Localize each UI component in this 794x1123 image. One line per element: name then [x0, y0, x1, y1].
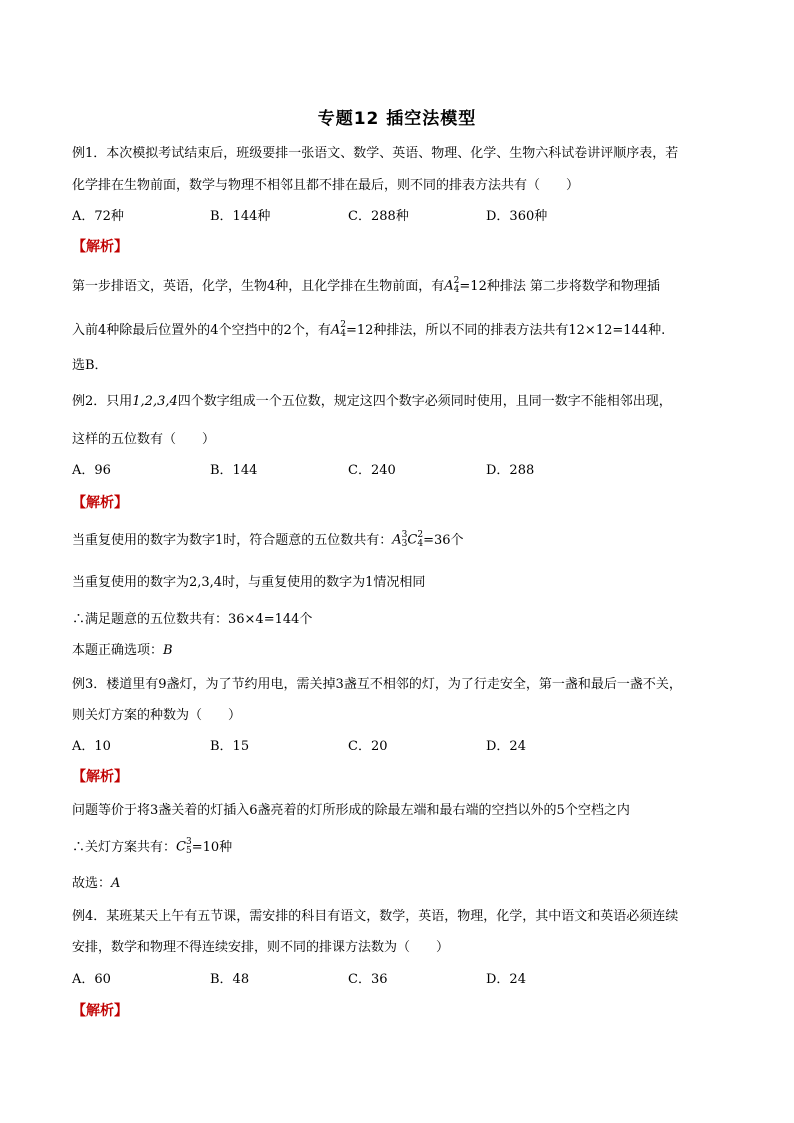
q1-solution-text-a: 第一步排语文，英语，化学，生物4种，且化学排在生物前面，有 — [72, 278, 445, 294]
q1-option-d: D．360种 — [486, 209, 548, 224]
formula-c53: C 3 5 — [176, 837, 192, 856]
q2-stem-text-a: 例2．只用 — [72, 394, 133, 409]
q2-solution-line3: ∴满足题意的五位数共有：36×4=144个 — [72, 612, 313, 627]
q1-option-a: A．72种 — [72, 209, 124, 224]
q3-solution-line1: 问题等价于将3盏关着的灯插入6盏亮着的灯所形成的除最左端和最右端的空挡以外的5个空档之内 — [72, 803, 630, 818]
formula-a42: A 2 4 — [330, 320, 346, 339]
q2-stem-line2: 这样的五位数有（ ） — [72, 432, 216, 447]
q4-stem-line2: 安排，数学和物理不得连续安排，则不同的排课方法数为（ ） — [72, 940, 450, 955]
q2-stem-line1 — [72, 393, 672, 411]
q1-solution-line2 — [72, 321, 665, 340]
q4-analysis-heading: 【解析】 — [72, 1003, 128, 1019]
q4-option-d: D．24 — [486, 972, 526, 987]
q4-option-c: C．36 — [348, 972, 388, 987]
q3-option-d: D．24 — [486, 739, 526, 754]
q3-analysis-heading: 【解析】 — [72, 769, 128, 785]
q1-option-c: C．288种 — [348, 209, 409, 224]
q2-solution-text-b: =36个 — [423, 532, 464, 548]
q3-solution-text-c: 故选： — [72, 876, 112, 891]
q1-analysis-heading: 【解析】 — [72, 239, 128, 255]
q3-option-a: A．10 — [72, 739, 111, 754]
q2-solution-line2: 当重复使用的数字为2,3,4时，与重复使用的数字为1情况相同 — [72, 575, 426, 590]
q1-solution-text-c: 第二步将数学和物理插 — [529, 278, 660, 294]
q2-option-c: C．240 — [348, 463, 396, 478]
formula-a44: A 2 4 — [444, 276, 460, 295]
q3-stem-line2: 则关灯方案的种数为（ ） — [72, 708, 242, 723]
q1-stem-line2: 化学排在生物前面，数学与物理不相邻且都不排在最后，则不同的排表方法共有（ ） — [72, 178, 580, 193]
q1-solution-text-e: =12种排法，所以不同的排表方法共有12×12=144种. — [345, 322, 666, 338]
q2-stem-text-b: 四个数字组成一个五位数，规定这四个数字必须同时使用，且同一数字不能相邻出现， — [177, 394, 672, 409]
q4-option-b: B．48 — [210, 972, 250, 987]
q3-option-b: B．15 — [210, 739, 250, 754]
q2-answer: B — [163, 643, 173, 658]
q2-option-b: B．144 — [210, 463, 258, 478]
q2-option-a: A．96 — [72, 463, 111, 478]
q2-solution-text-c: 本题正确选项： — [72, 643, 164, 658]
q2-digits: 1,2,3,4 — [132, 394, 178, 409]
q3-solution-line2 — [72, 838, 232, 857]
formula-a33-c42: A 3 3 C 2 4 — [392, 530, 424, 549]
q1-solution-text-b: =12种排法 — [459, 278, 526, 294]
q3-solution-text-a: ∴关灯方案共有： — [72, 839, 177, 855]
q1-solution-line3: 选B． — [72, 358, 108, 373]
q3-answer: A — [111, 876, 121, 891]
q1-solution-line1 — [72, 277, 660, 296]
page-title: 专题12 插空法模型 — [317, 109, 477, 129]
q1-solution-text-d: 入前4种除最后位置外的4个空挡中的2个，有 — [72, 322, 331, 338]
q1-option-b: B．144种 — [210, 209, 271, 224]
q3-stem-line1: 例3．楼道里有9盏灯，为了节约用电，需关掉3盏互不相邻的灯，为了行走安全，第一盏和最后一盏不关， — [72, 677, 682, 692]
q2-solution-line1 — [72, 531, 464, 550]
q3-solution-line3 — [72, 875, 120, 893]
q2-option-d: D．288 — [486, 463, 535, 478]
q4-stem-line1: 例4．某班某天上午有五节课，需安排的科目有语文，数学，英语，物理，化学，其中语文和英语必须连续 — [72, 909, 679, 924]
q2-solution-text-a: 当重复使用的数字为数字1时，符合题意的五位数共有： — [72, 532, 393, 548]
q4-option-a: A．60 — [72, 972, 111, 987]
q3-solution-text-b: =10种 — [191, 839, 233, 855]
q3-option-c: C．20 — [348, 739, 388, 754]
q2-solution-line4 — [72, 642, 173, 660]
q2-analysis-heading: 【解析】 — [72, 495, 128, 511]
q1-stem-line1: 例1．本次模拟考试结束后，班级要排一张语文、数学、英语、物理、化学、生物六科试卷讲评顺序表，若 — [72, 146, 679, 161]
